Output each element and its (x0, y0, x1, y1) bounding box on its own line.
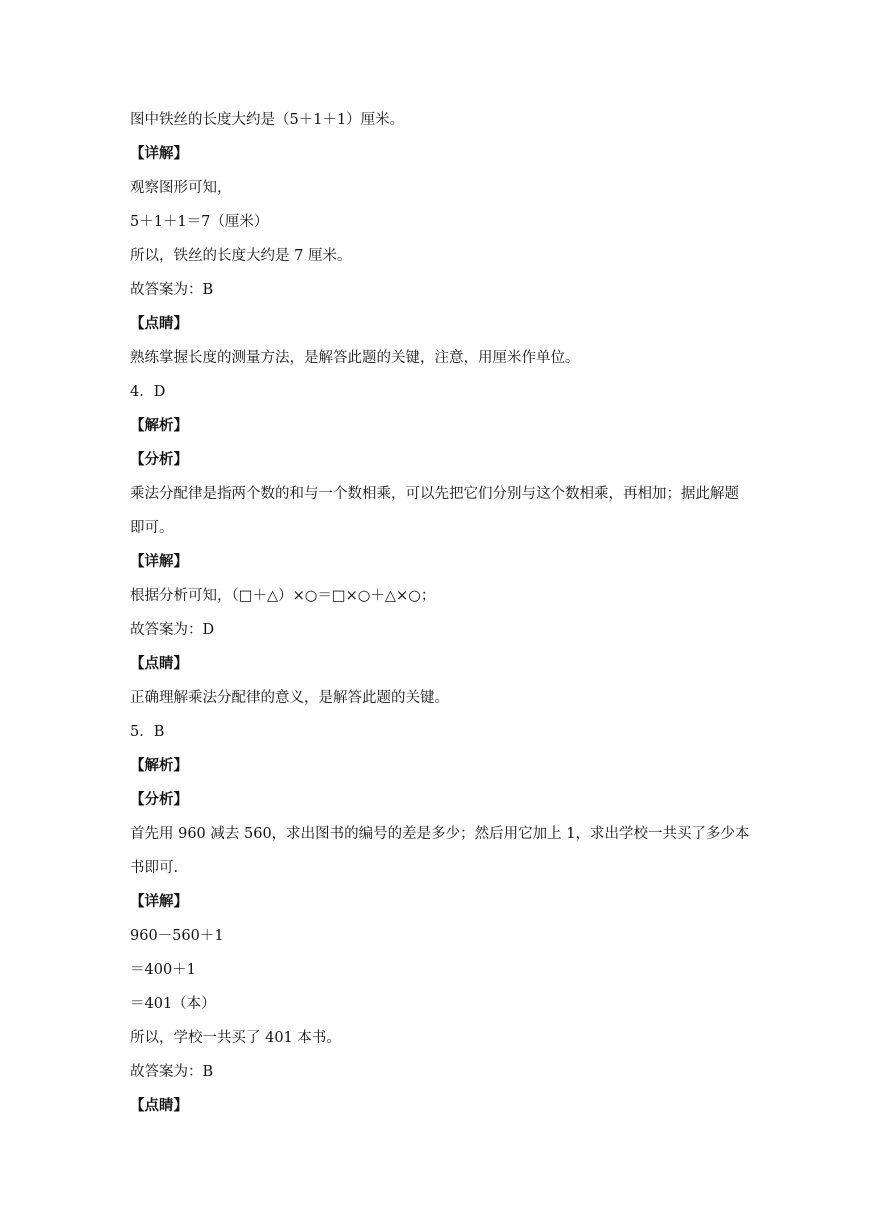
question-number: 4．D (130, 384, 166, 400)
answer-line: 图中铁丝的长度大约是（5＋1＋1）厘米。 (130, 112, 405, 128)
analysis-text: 乘法分配律是指两个数的和与一个数相乘，可以先把它们分别与这个数相乘，再相加；据此解题即可。 (130, 486, 739, 536)
conclusion-text: 所以，铁丝的长度大约是 7 厘米。 (130, 248, 352, 264)
calculation-line: 960－560＋1 (130, 928, 224, 944)
section-heading-breakdown: 【分析】 (130, 451, 188, 468)
section-heading-detail: 【详解】 (130, 553, 188, 570)
answer-choice: 故答案为：D (130, 622, 215, 638)
section-heading-comment: 【点睛】 (130, 1097, 188, 1114)
section-heading-comment: 【点睛】 (130, 655, 188, 672)
answer-choice: 故答案为：B (130, 1064, 214, 1080)
conclusion-text: 所以，学校一共买了 401 本书。 (130, 1030, 341, 1046)
section-heading-comment: 【点睛】 (130, 315, 188, 332)
analysis-text: 首先用 960 减去 560，求出图书的编号的差是多少；然后用它加上 1，求出学校一共买了多少本书即可. (130, 826, 750, 876)
calculation-line: ＝401（本） (130, 996, 216, 1012)
section-heading-breakdown: 【分析】 (130, 791, 188, 808)
detail-text: 观察图形可知， (130, 180, 232, 196)
section-heading-analysis: 【解析】 (130, 417, 188, 434)
calculation-line: ＝400＋1 (130, 962, 196, 978)
comment-text: 正确理解乘法分配律的意义，是解答此题的关键。 (130, 690, 449, 706)
section-heading-detail: 【详解】 (130, 145, 188, 162)
question-number: 5．B (130, 724, 165, 740)
answer-choice: 故答案为：B (130, 282, 214, 298)
detail-text: 根据分析可知，（□＋△）×○＝□×○＋△×○； (130, 588, 436, 604)
comment-text: 熟练掌握长度的测量方法，是解答此题的关键，注意，用厘米作单位。 (130, 350, 580, 366)
calculation-line: 5＋1＋1＝7（厘米） (130, 214, 269, 230)
document-body (130, 110, 750, 1130)
section-heading-detail: 【详解】 (130, 893, 188, 910)
section-heading-analysis: 【解析】 (130, 757, 188, 774)
